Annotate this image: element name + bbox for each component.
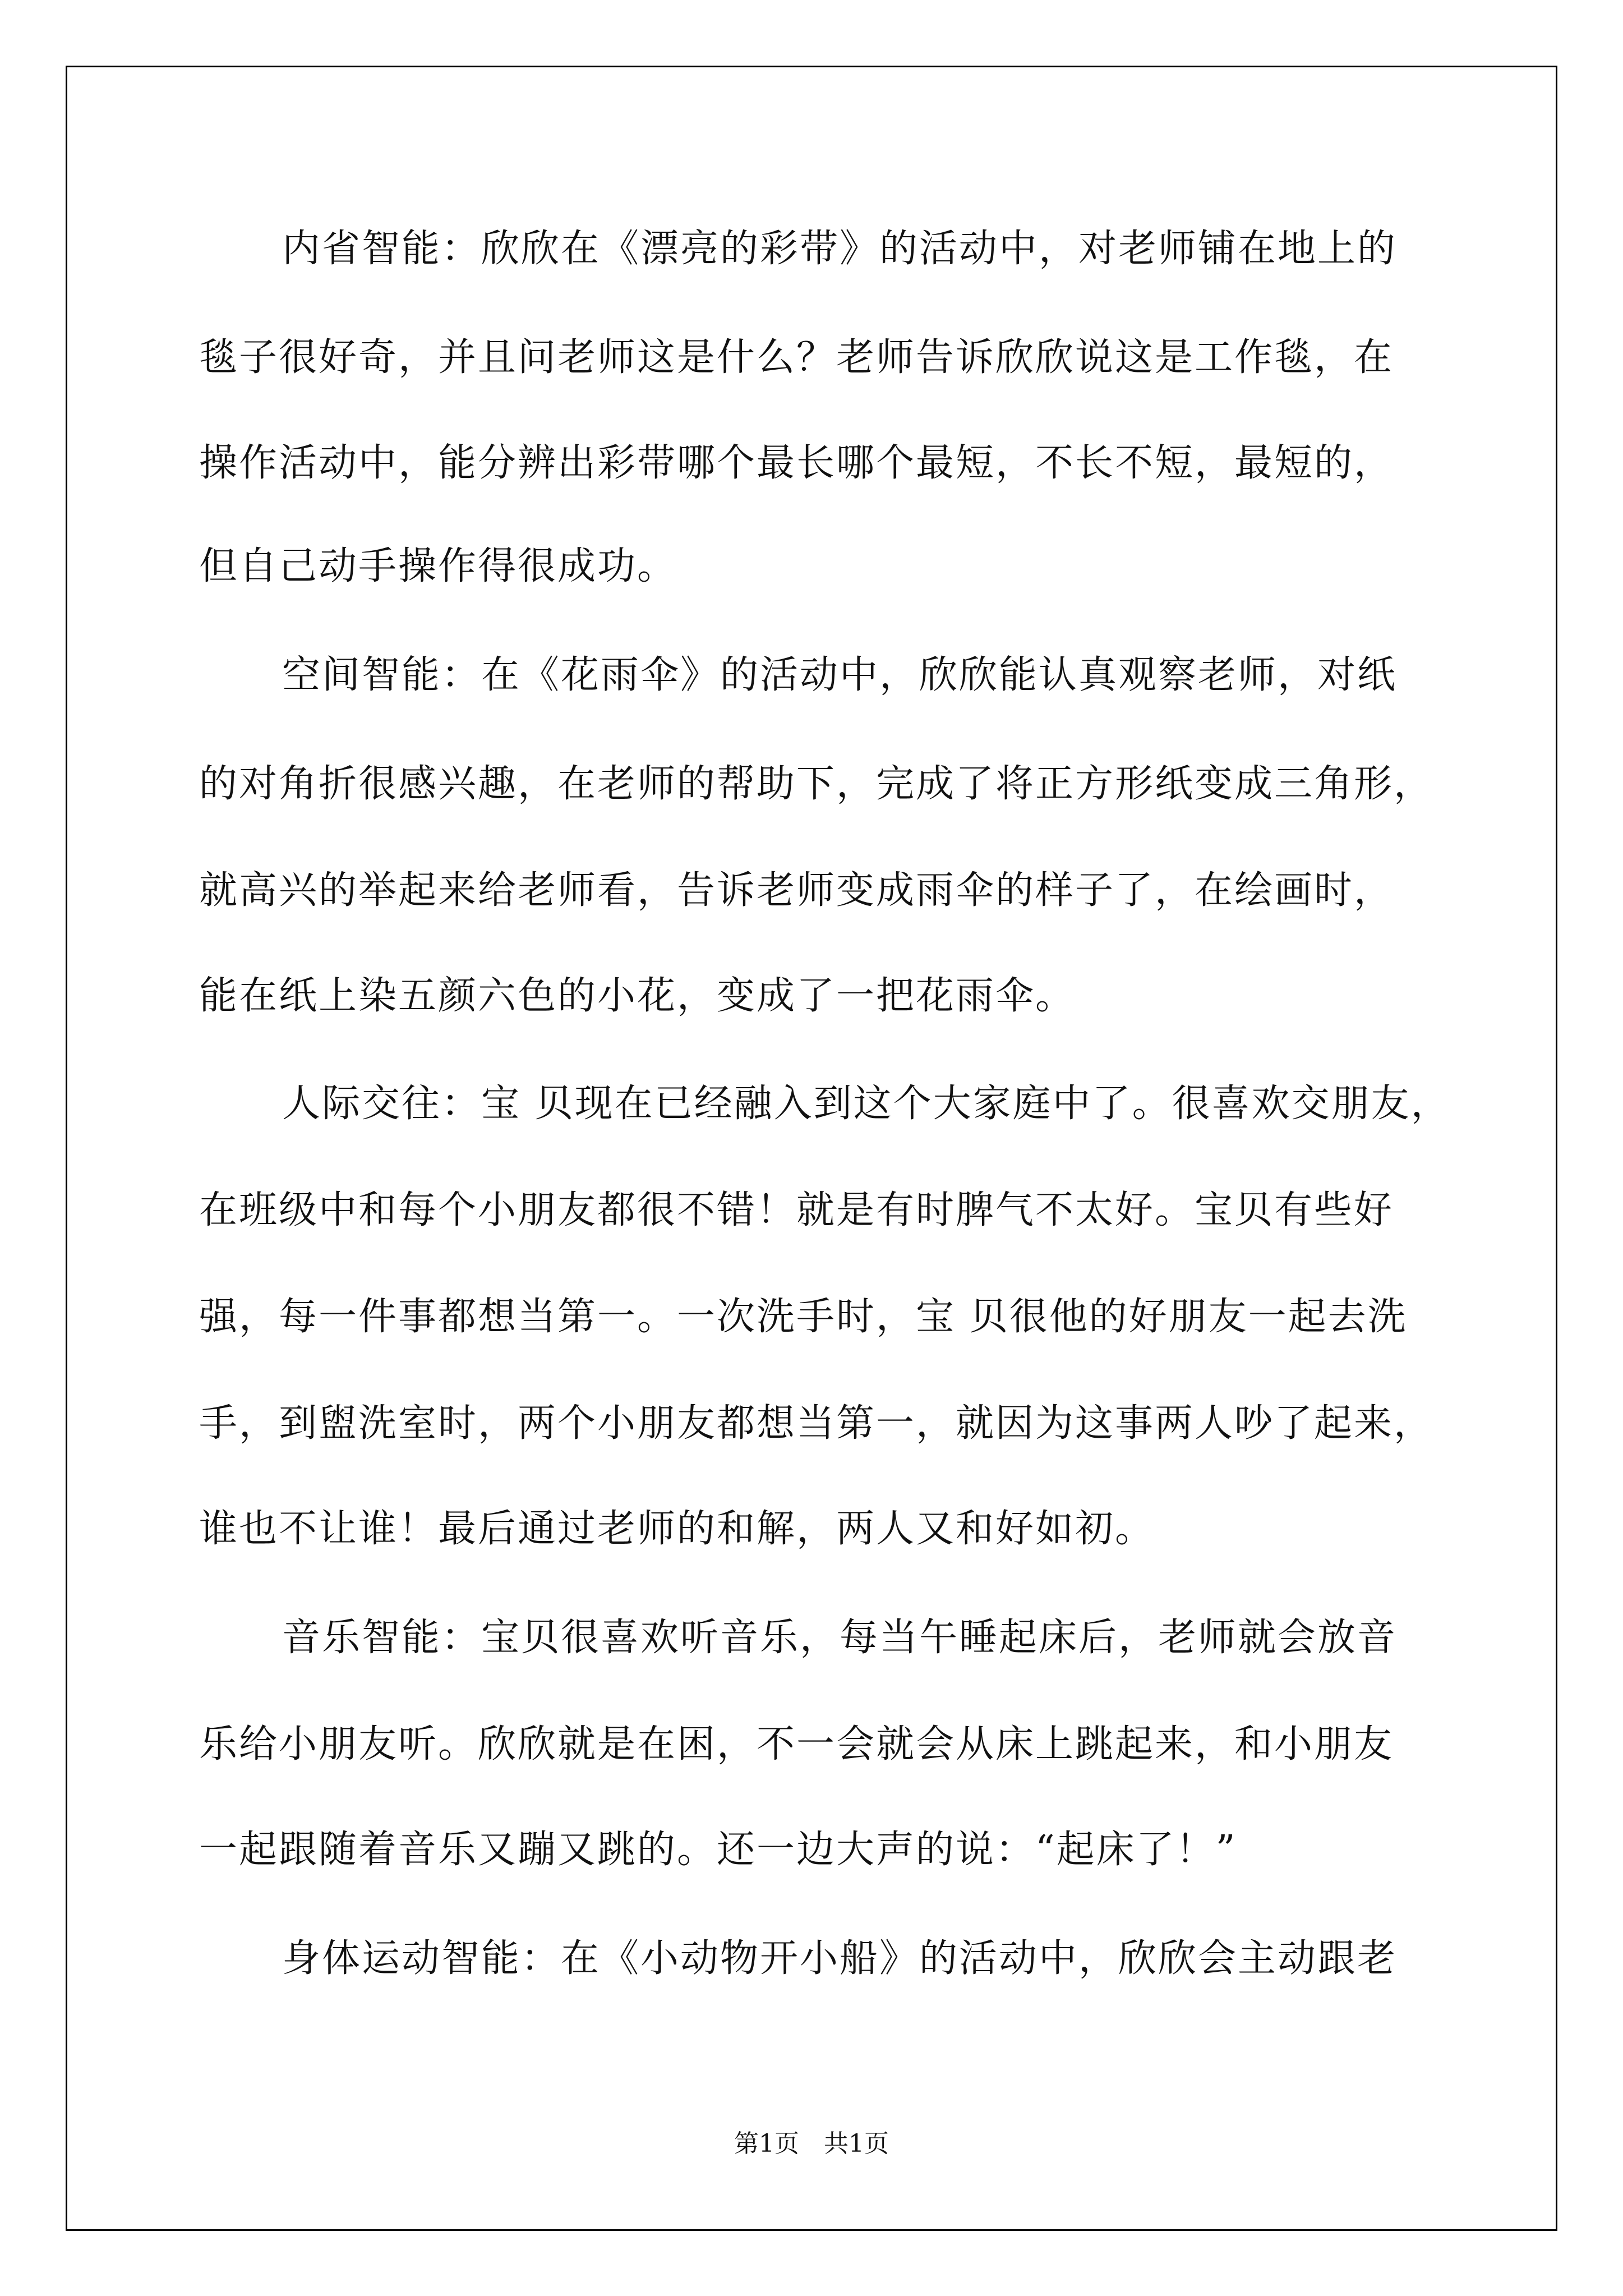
paragraph-3-line-4: 手，到盥洗室时，两个小朋友都想当第一，就因为这事两人吵了起来， <box>199 1401 1434 1446</box>
paragraph-3-line-2: 在班级中和每个小朋友都很不错！就是有时脾气不太好。宝贝有些好 <box>199 1188 1394 1232</box>
paragraph-1-line-2: 毯子很好奇，并且问老师这是什么？老师告诉欣欣说这是工作毯，在 <box>199 335 1394 380</box>
paragraph-3-line-3: 强，每一件事都想当第一。一次洗手时，宝 贝很他的好朋友一起去洗 <box>199 1295 1408 1339</box>
paragraph-3-line-5: 谁也不让谁！最后通过老师的和解，两人又和好如初。 <box>199 1507 1155 1551</box>
paragraph-2-line-2: 的对角折很感兴趣，在老师的帮助下，完成了将正方形纸变成三角形， <box>199 762 1434 806</box>
paragraph-5-line-1: 身体运动智能：在《小动物开小船》的活动中，欣欣会主动跟老 <box>282 1936 1398 1981</box>
paragraph-1-line-3: 操作活动中，能分辨出彩带哪个最长哪个最短，不长不短，最短的， <box>199 441 1394 485</box>
paragraph-4-line-2: 乐给小朋友听。欣欣就是在困，不一会就会从床上跳起来，和小朋友 <box>199 1722 1394 1766</box>
paragraph-3-line-1: 人际交往：宝 贝现在已经融入到这个大家庭中了。很喜欢交朋友， <box>282 1082 1451 1126</box>
paragraph-4-line-3: 一起跟随着音乐又蹦又跳的。还一边大声的说：“起床了！” <box>199 1828 1237 1872</box>
paragraph-2-line-4: 能在纸上染五颜六色的小花，变成了一把花雨伞。 <box>199 974 1076 1018</box>
paragraph-1-line-4: 但自己动手操作得很成功。 <box>199 544 677 588</box>
paragraph-1-line-1: 内省智能：欣欣在《漂亮的彩带》的活动中，对老师铺在地上的 <box>282 227 1398 271</box>
paragraph-2-line-3: 就高兴的举起来给老师看，告诉老师变成雨伞的样子了，在绘画时， <box>199 868 1394 913</box>
paragraph-2-line-1: 空间智能：在《花雨伞》的活动中，欣欣能认真观察老师，对纸 <box>282 653 1398 697</box>
paragraph-4-line-1: 音乐智能：宝贝很喜欢听音乐，每当午睡起床后，老师就会放音 <box>282 1616 1398 1660</box>
page-number-footer: 第1页 共1页 <box>734 2129 889 2158</box>
page-border <box>66 66 1557 2231</box>
